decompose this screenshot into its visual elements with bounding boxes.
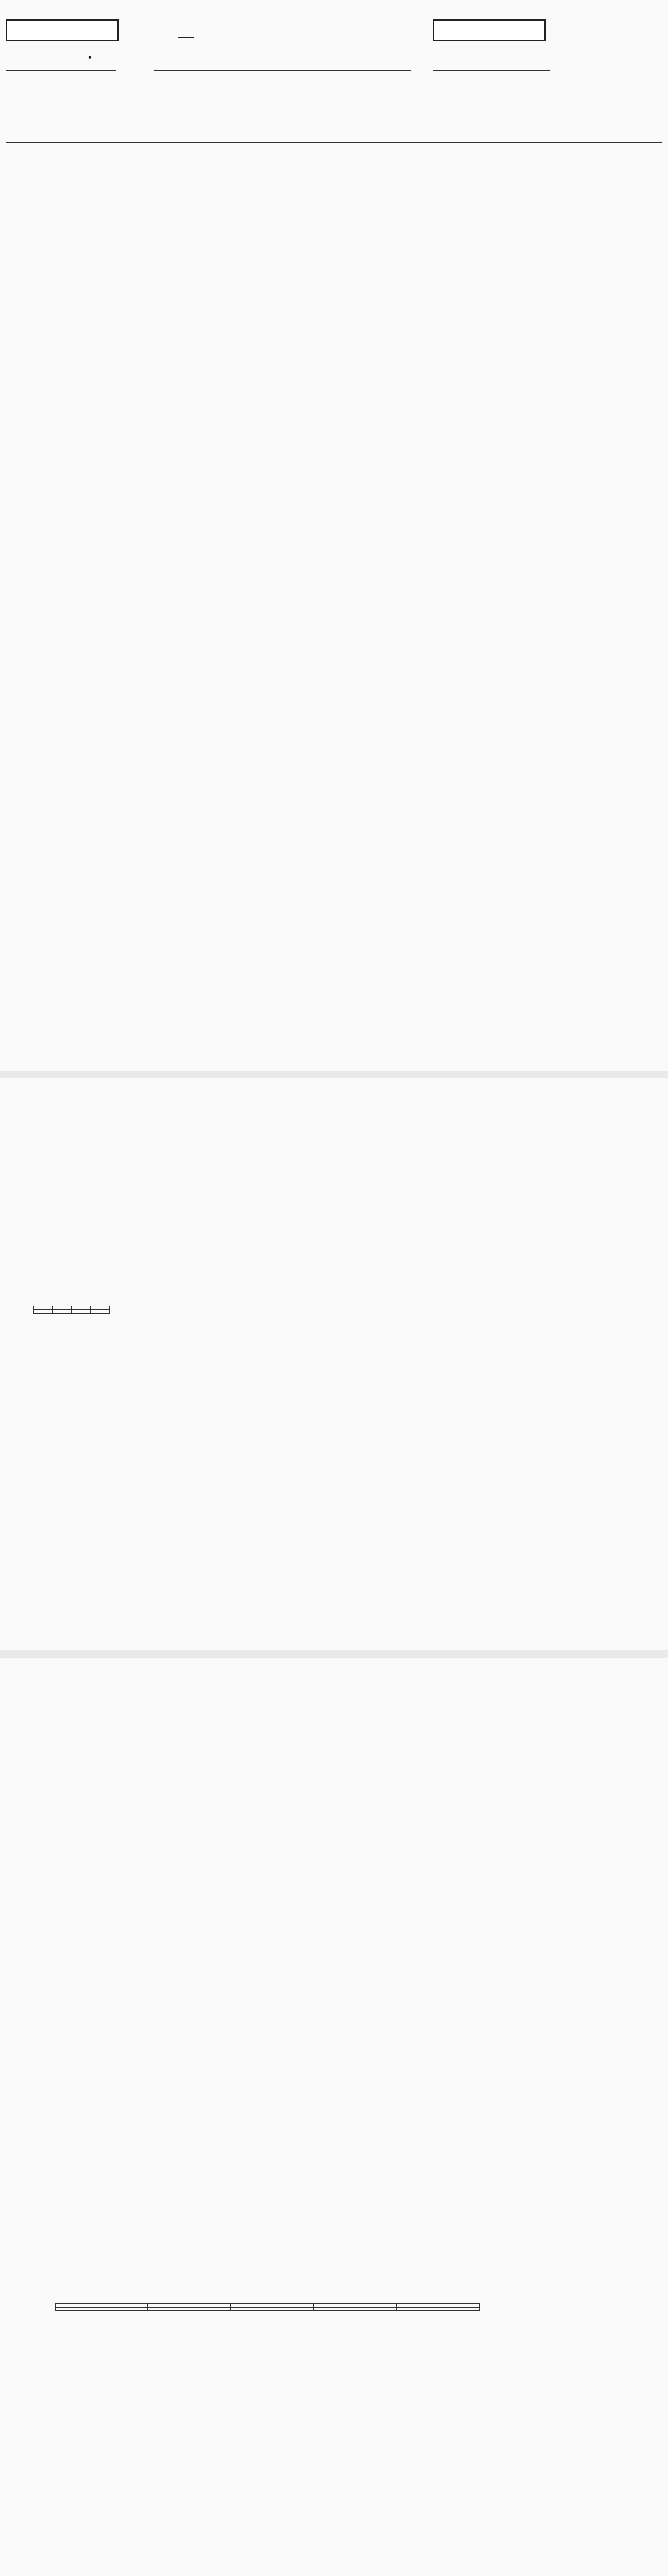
price-cell (62, 1310, 72, 1314)
students-count (397, 2308, 480, 2311)
divider (6, 142, 662, 143)
prices-header (34, 1310, 43, 1314)
roll-no-box[interactable] (433, 19, 546, 41)
price-cell (53, 1310, 62, 1314)
students-count (148, 2308, 231, 2311)
students-count (65, 2308, 148, 2311)
dot-mark: • (88, 53, 92, 64)
answer-sheet-box[interactable] (6, 19, 119, 41)
divider (433, 70, 550, 71)
students-header (56, 2308, 65, 2311)
subjective-page (0, 1658, 668, 2576)
long-questions-page (0, 1078, 668, 1650)
header-intermediate (178, 37, 194, 38)
divider (154, 70, 411, 71)
price-cell (81, 1310, 91, 1314)
price-cell (100, 1310, 110, 1314)
price-cell (72, 1310, 81, 1314)
heights-table (55, 2303, 480, 2311)
students-count (314, 2308, 397, 2311)
students-count (231, 2308, 314, 2311)
objective-page (0, 0, 668, 1071)
divider (6, 70, 116, 71)
price-cell (43, 1310, 53, 1314)
q8-price-table (33, 1306, 110, 1314)
price-cell (91, 1310, 100, 1314)
